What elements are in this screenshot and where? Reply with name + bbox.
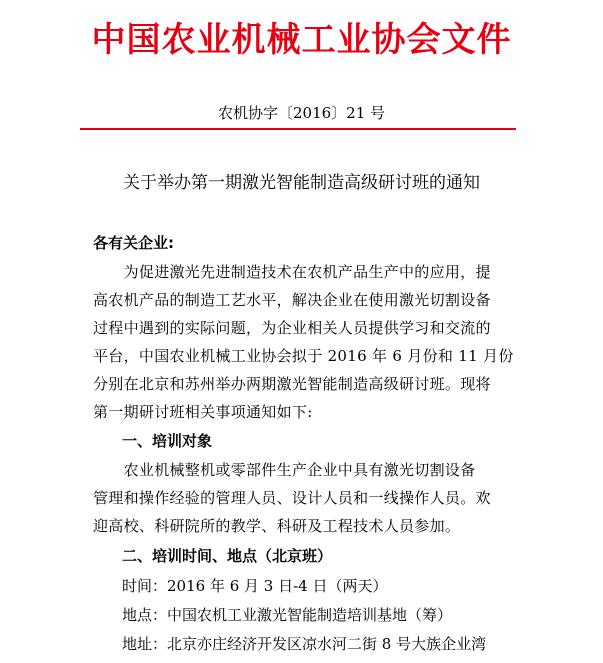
training-time: 时间：2016 年 6 月 3 日-4 日（两天）: [122, 577, 388, 595]
salutation: 各有关企业:: [93, 234, 174, 252]
paragraph-line: 过程中遇到的实际问题，为企业相关人员提供学习和交流的: [93, 319, 491, 337]
intro-paragraph: [93, 258, 523, 426]
section-heading-training-target: 一、培训对象: [122, 432, 213, 450]
training-target-paragraph: [93, 456, 523, 540]
paragraph-line: 分别在北京和苏州举办两期激光智能制造高级研讨班。现将: [93, 375, 491, 393]
paragraph-line: 迎高校、科研院所的教学、科研及工程技术人员参加。: [93, 517, 461, 535]
header-title: 中国农业机械工业协会文件: [91, 20, 512, 60]
paragraph-line: 高农机产品的制造工艺水平，解决企业在使用激光切割设备: [93, 291, 491, 309]
paragraph-line: 为促进激光先进制造技术在农机产品生产中的应用，提: [93, 263, 491, 281]
document-number: 农机协字〔2016〕21 号: [217, 104, 386, 122]
paragraph-line: 平台，中国农业机械工业协会拟于 2016 年 6 月份和 11 月份: [93, 347, 514, 365]
section-heading-time-place: 二、培训时间、地点（北京班）: [122, 547, 333, 565]
notice-title: 关于举办第一期激光智能制造高级研讨班的通知: [123, 173, 480, 193]
red-divider: [80, 128, 516, 130]
training-place: 地点：中国农机工业激光智能制造培训基地（筹）: [122, 606, 453, 624]
paragraph-line: 第一期研讨班相关事项通知如下:: [93, 403, 313, 421]
paragraph-line: 管理和操作经验的管理人员、设计人员和一线操作人员。欢: [93, 489, 491, 507]
training-address: 地址：北京亦庄经济开发区凉水河二街 8 号大族企业湾: [122, 635, 487, 653]
paragraph-line: 农业机械整机或零部件生产企业中具有激光切割设备: [93, 461, 476, 479]
